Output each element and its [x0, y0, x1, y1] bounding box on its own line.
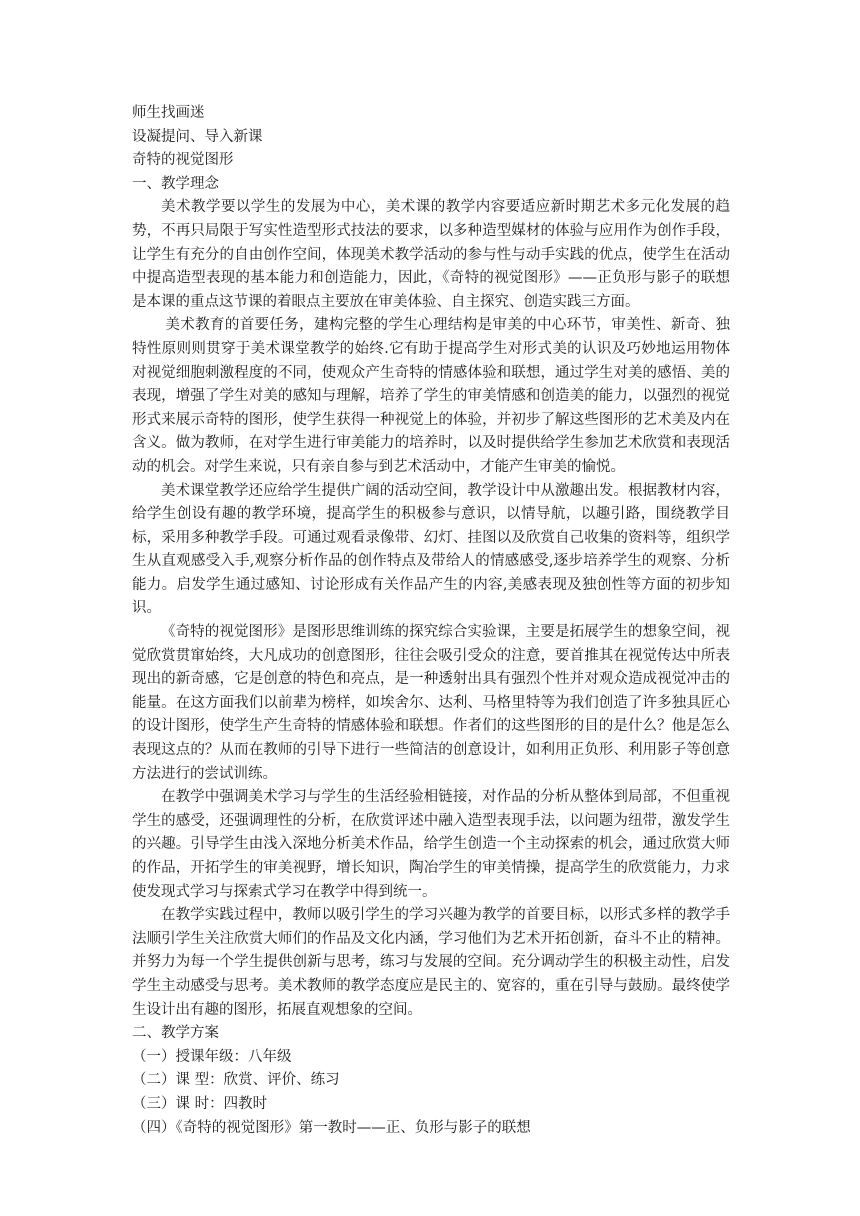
heading-find-puzzle: 师生找画迷	[132, 105, 205, 121]
paragraph: 美术教学要以学生的发展为中心，美术课的教学内容要适应新时期艺术多元化发展的趋势，不再只局限于写实性造型形式技法的要求，以多种造型媒材的体验与应用作为创作手段，让学生有充分的自由创作空间，体现美术教学活动的参与性与动手实践的优点，使学生在活动中提高造型表现的基本能力和创造能力，因此，《奇特的视觉图形》——正负形与影子的联想是本课的重点这节课的着眼点主要放在审美体验、自主探究、创造实践三方面。	[132, 199, 730, 310]
heading-lesson-title: 奇特的视觉图形	[132, 152, 234, 169]
heading-lead-in: 设凝提问、导入新课	[132, 128, 263, 145]
section-heading-philosophy: 一、教学理念	[132, 175, 219, 192]
plan-item-grade: （一）授课年级：八年级	[132, 1048, 292, 1065]
paragraph: 《奇特的视觉图形》是图形思维训练的探究综合实验课，主要是拓展学生的想象空间，视觉欣赏贯窜始终，大凡成功的创意图形，往往会吸引受众的注意，要首推其在视觉传达中所表现出的新奇感，它是创意的特色和亮点，是一种透射出具有强烈个性并对观众造成视觉冲击的能量。在这方面我们以前辈为榜样，如埃舍尔、达利、马格里特等为我们创造了许多独具匠心的设计图形，使学生产生奇特的情感体验和联想。作者们的这些图形的目的是什么？他是怎么表现这点的？从而在教师的引导下进行一些简洁的创意设计，如利用正负形、利用影子等创意方法进行的尝试训练。	[132, 624, 730, 782]
plan-item-type: （二）课 型：欣赏、评价、练习	[132, 1072, 340, 1089]
paragraph: 在教学中强调美术学习与学生的生活经验相链接，对作品的分析从整体到局部，不但重视学生的感受，还强调理性的分析，在欣赏评述中融入造型表现手法，以问题为纽带，激发学生的兴趣。引导学生由浅入深地分析美术作品，给学生创造一个主动探索的机会，通过欣赏大师的作品，开拓学生的审美视野，增长知识，陶冶学生的审美情操，提高学生的欣赏能力，力求使发现式学习与探索式学习在教学中得到统一。	[132, 789, 730, 900]
plan-item-first-lesson: （四）《奇特的视觉图形》第一教时——正、负形与影子的联想	[132, 1119, 531, 1136]
paragraph: 美术教育的首要任务，建构完整的学生心理结构是审美的中心环节，审美性、新奇、独特性原则则贯穿于美术课堂教学的始终.它有助于提高学生对形式美的认识及巧妙地运用物体对视觉细胞刺激程度的不同，使观众产生奇特的情感体验和联想，通过学生对美的感悟、美的表现，增强了学生对美的感知与理解，培养了学生的审美情感和创造美的能力，以强烈的视觉形式来展示奇特的图形，使学生获得一种视觉上的体验，并初步了解这些图形的艺术美及内在含义。做为教师，在对学生进行审美能力的培养时，以及时提供给学生参加艺术欣赏和表现活动的机会。对学生来说，只有亲自参与到艺术活动中，才能产生审美的愉悦。	[132, 317, 730, 475]
document-body	[132, 102, 730, 1140]
paragraph: 美术课堂教学还应给学生提供广阔的活动空间，教学设计中从激趣出发。根据教材内容，给学生创设有趣的教学环境，提高学生的积极参与意识，以情导航，以趣引路，围绕教学目标，采用多种教学手段。可通过观看录像带、幻灯、挂图以及欣赏自己收集的资料等，组织学生从直观感受入手,观察分析作品的创作特点及带给人的情感感受,逐步培养学生的观察、分析能力。启发学生通过感知、讨论形成有关作品产生的内容,美感表现及独创性等方面的初步知识。	[132, 482, 730, 617]
section-heading-plan: 二、教学方案	[132, 1025, 219, 1042]
plan-item-hours: （三）课 时：四教时	[132, 1095, 268, 1112]
paragraph: 在教学实践过程中，教师以吸引学生的学习兴趣为教学的首要目标，以形式多样的教学手法顺引学生关注欣赏大师们的作品及文化内涵，学习他们为艺术开拓创新，奋斗不止的精神。并努力为每一个学生提供创新与思考，练习与发展的空间。充分调动学生的积极主动性，启发学生主动感受与思考。美术教师的教学态度应是民主的、宽容的，重在引导与鼓励。最终使学生设计出有趣的图形，拓展直观想象的空间。	[132, 907, 730, 1018]
